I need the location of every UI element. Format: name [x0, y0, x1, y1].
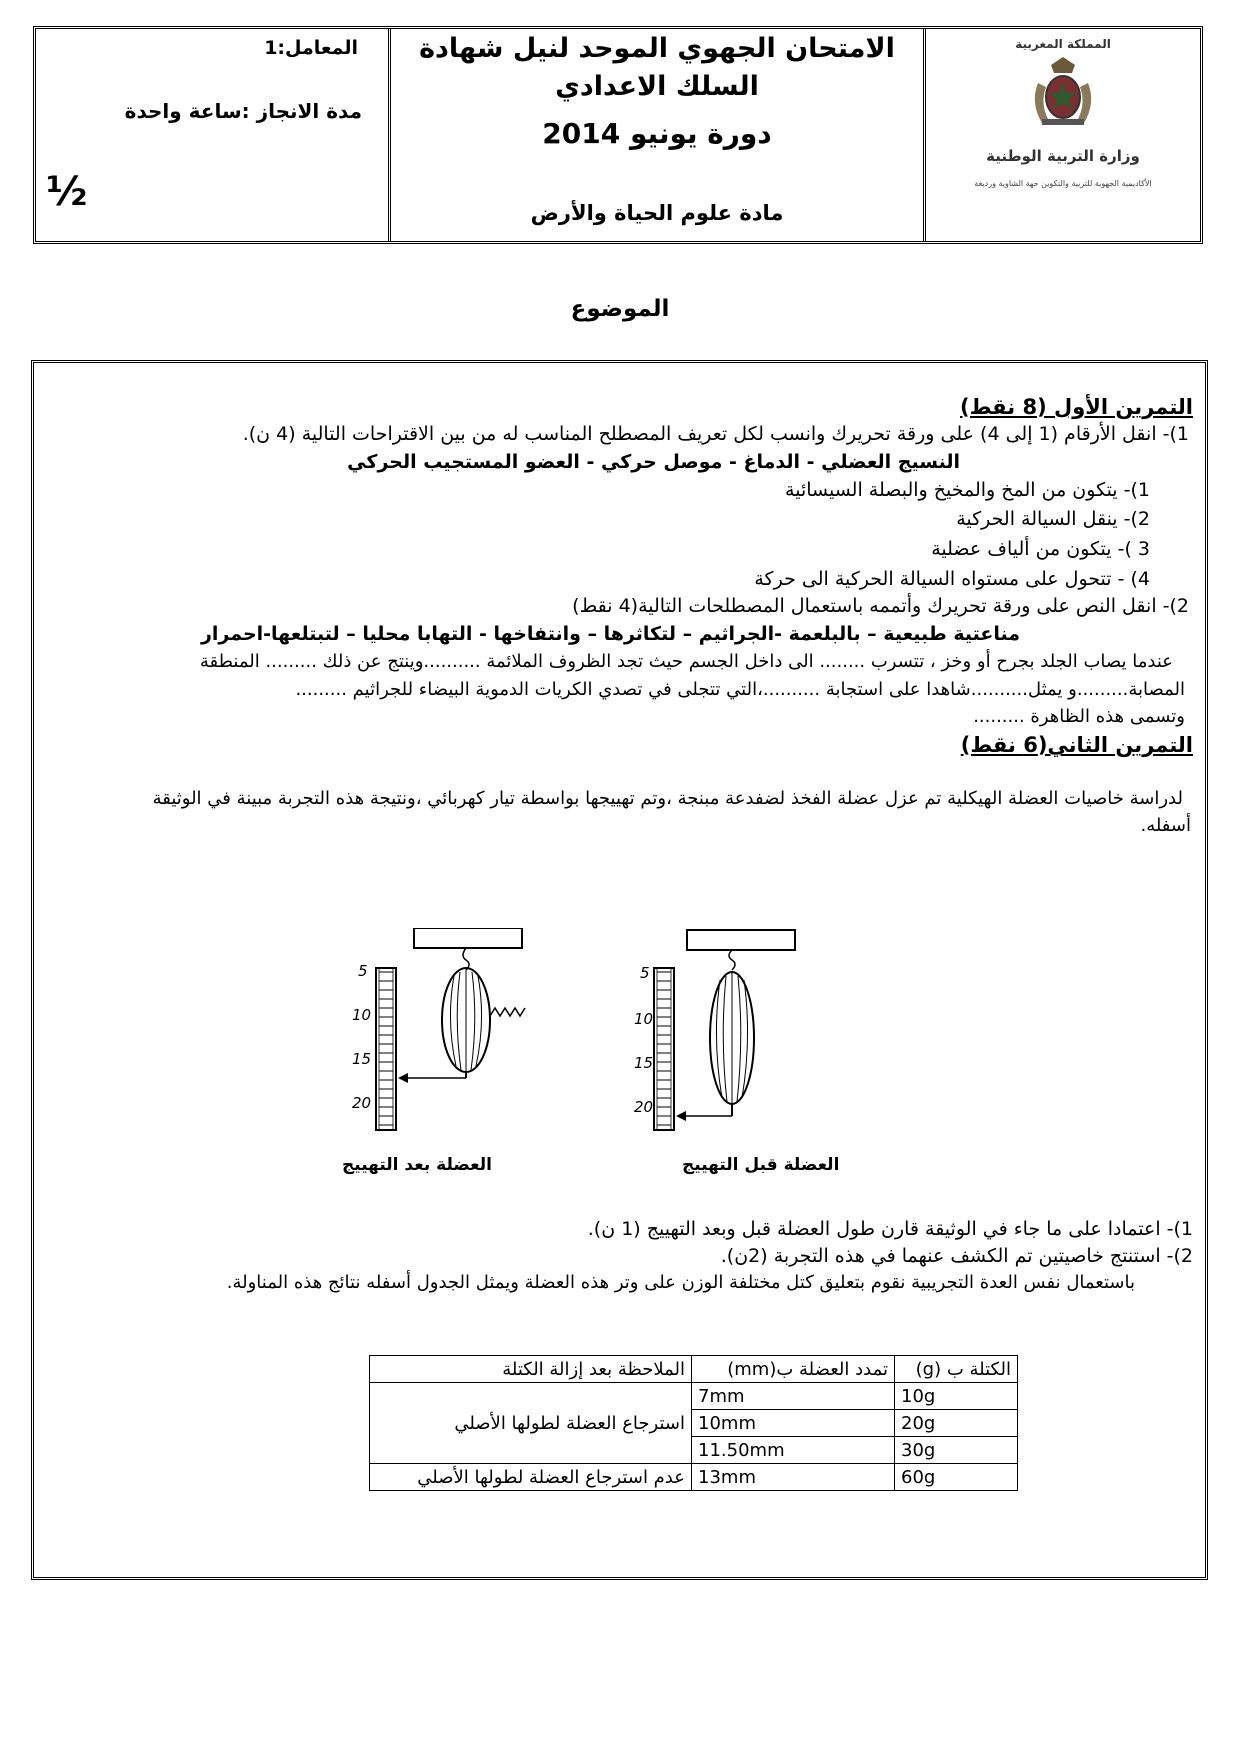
- fill-text-line: عندما يصاب الجلد بجرح أو وخز ، تتسرب ........ الى داخل الجسم حيث تجد الظروف الملائمة ..........وينتج عن ذلك ......... المنطقة: [199, 651, 1173, 672]
- exercise1-item: 3 )- يتكون من ألياف عضلية: [931, 538, 1150, 560]
- stretch-cell: 11.50mm: [692, 1437, 895, 1464]
- topic-title: الموضوع: [570, 296, 670, 322]
- exam-subject: مادة علوم الحياة والأرض: [530, 201, 784, 225]
- mass-cell: 10g: [895, 1383, 1018, 1410]
- scale-tick: 10: [634, 1010, 654, 1028]
- exam-title: الامتحان الجهوي الموحد لنيل شهادة: [419, 33, 895, 64]
- figure-label-before: العضلة قبل التهييج: [682, 1155, 840, 1175]
- stretch-cell: 7mm: [692, 1383, 895, 1410]
- figure-label-after: العضلة بعد التهييج: [342, 1155, 492, 1175]
- ministry-label: وزارة التربية الوطنية: [986, 147, 1140, 165]
- exercise1-title: التمرين الأول (8 نقط): [960, 395, 1193, 419]
- exercise1-terms: النسيج العضلي - الدماغ - موصل حركي - العضو المستجيب الحركي: [347, 451, 960, 473]
- kingdom-label: المملكة المغربية: [1015, 37, 1111, 51]
- muscle-experiment-figure: [334, 928, 874, 1143]
- scale-tick: 5: [640, 964, 650, 982]
- scale-tick: 5: [358, 962, 368, 980]
- fill-text-line: وتسمى هذه الظاهرة .........: [973, 706, 1185, 727]
- table-row: [370, 1464, 1018, 1491]
- coat-of-arms-icon: [1028, 53, 1098, 129]
- header-title-cell: [391, 29, 926, 241]
- exercise1-item: 2)- ينقل السيالة الحركية: [956, 508, 1150, 530]
- mass-cell: 60g: [895, 1464, 1018, 1491]
- page-number: ½: [46, 169, 88, 215]
- exam-cycle: السلك الاعدادي: [555, 71, 759, 102]
- note-cell: عدم استرجاع العضلة لطولها الأصلي: [370, 1464, 692, 1491]
- scale-tick: 10: [352, 1006, 372, 1024]
- exercise2-q3: باستعمال نفس العدة التجريبية نقوم بتعليق كتل مختلفة الوزن على وتر هذه العضلة ويمثل الجدول أسفله نتائج هذه المناولة.: [226, 1272, 1135, 1293]
- scale-tick: 20: [352, 1094, 372, 1112]
- table-header-row: [370, 1356, 1018, 1383]
- exercise2-intro: لدراسة خاصيات العضلة الهيكلية تم عزل عضلة الفخذ لضفدعة مبنجة ،وتم تهييجها بواسطة تيار كهربائي ،ونتيجة هذه التجربة مبينة في الوثيقة: [152, 788, 1183, 809]
- mass-cell: 20g: [895, 1410, 1018, 1437]
- exercise1-q2-terms: مناعتية طبيعية – بالبلعمة -الجراثيم – لتكاثرها – وانتفاخها - التهابا محليا – لتبتلعها-احمرار: [200, 623, 1020, 645]
- stretch-cell: 13mm: [692, 1464, 895, 1491]
- muscle-after-diagram: [352, 928, 525, 1130]
- exercise2-q1: 1)- اعتمادا على ما جاء في الوثيقة قارن طول العضلة قبل وبعد التهييج (1 ن).: [587, 1218, 1193, 1240]
- header-logo-cell: [926, 29, 1200, 241]
- fill-text-line: المصابة.........و يمثل..........شاهدا على استجابة ..........،التي تتجلى في تصدي الكريات الدموية البيضاء للجراثيم .........: [295, 679, 1185, 700]
- exercise1-item: 4) - تتحول على مستواه السيالة الحركية الى حركة: [754, 568, 1150, 590]
- muscle-before-diagram: [634, 930, 795, 1130]
- mass-cell: 30g: [895, 1437, 1018, 1464]
- exercise2-intro: أسفله.: [1140, 815, 1191, 836]
- table-header: الكتلة ب (g): [895, 1356, 1018, 1383]
- exercise1-item: 1)- يتكون من المخ والمخيخ والبصلة السيسائية: [785, 479, 1150, 501]
- exercise1-q2: 2)- انقل النص على ورقة تحريرك وأتممه باستعمال المصطلحات التالية(4 نقط): [572, 595, 1189, 617]
- table-header: تمدد العضلة ب(mm): [692, 1356, 895, 1383]
- exercise2-q2: 2)- استنتج خاصيتين تم الكشف عنهما في هذه التجربة (2ن).: [720, 1245, 1193, 1267]
- exam-header: [33, 26, 1203, 244]
- table-header: الملاحظة بعد إزالة الكتلة: [370, 1356, 692, 1383]
- scale-tick: 15: [634, 1054, 654, 1072]
- exercise2-title: التمرين الثاني(6 نقط): [960, 733, 1193, 757]
- exercise1-q1: 1)- انقل الأرقام (1 إلى 4) على ورقة تحريرك وانسب لكل تعريف المصطلح المناسب له من بين الاقتراحات التالية (4 ن).: [242, 423, 1189, 445]
- scale-tick: 15: [352, 1050, 372, 1068]
- table-row: [370, 1383, 1018, 1410]
- note-cell: استرجاع العضلة لطولها الأصلي: [370, 1383, 692, 1464]
- academy-label: الأكاديمية الجهوية للتربية والتكوين جهة الشاوية ورديغة: [974, 179, 1152, 188]
- coefficient-label: المعامل:1: [264, 37, 358, 59]
- exam-session: دورة يونيو 2014: [542, 117, 772, 150]
- header-info-cell: [36, 29, 391, 241]
- stretch-cell: 10mm: [692, 1410, 895, 1437]
- results-table: [369, 1355, 1018, 1491]
- duration-label: مدة الانجاز :ساعة واحدة: [124, 99, 362, 123]
- scale-tick: 20: [634, 1098, 654, 1116]
